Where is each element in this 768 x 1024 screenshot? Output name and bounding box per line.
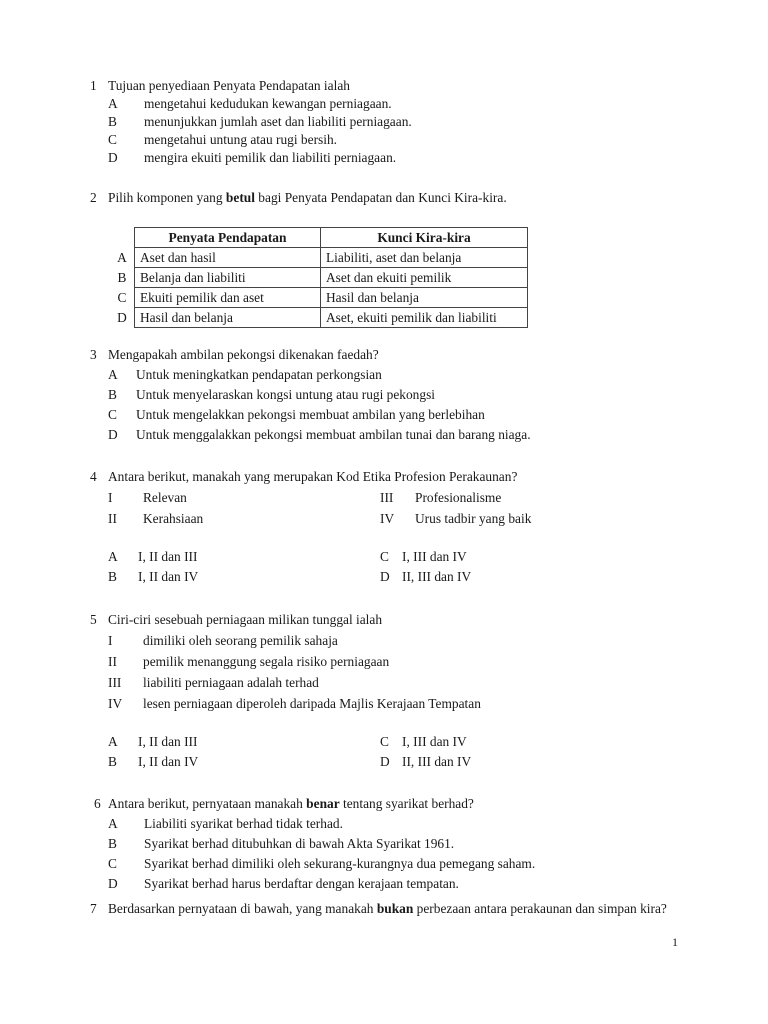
question-number: 5: [90, 612, 97, 627]
answer-letter: D: [380, 754, 390, 769]
stem-emphasis: bukan: [376, 901, 414, 916]
option-letter: C: [108, 856, 117, 871]
option-letter: C: [108, 132, 117, 147]
option-letter: B: [108, 387, 117, 402]
option-letter: B: [108, 836, 117, 851]
option-letter: A: [108, 367, 118, 382]
answer-row: [90, 733, 690, 750]
roman-numeral: II: [108, 654, 117, 669]
answer-letter: D: [380, 569, 390, 584]
option-text: mengira ekuiti pemilik dan liabiliti perniagaan.: [144, 150, 397, 165]
stem-text: bagi Penyata Pendapatan dan Kunci Kira-kira.: [254, 190, 507, 205]
option-a: [90, 95, 690, 112]
answer-text: I, III dan IV: [402, 549, 467, 564]
answer-text: I, II dan IV: [138, 569, 199, 584]
question-1: [90, 77, 690, 166]
roman-numeral: III: [380, 490, 394, 505]
statement-text: liabiliti perniagaan adalah terhad: [143, 675, 319, 690]
option-text: Syarikat berhad ditubuhkan di bawah Akta Syarikat 1961.: [144, 836, 455, 851]
statement-row: [90, 674, 690, 691]
option-b: [90, 113, 690, 130]
stem-text: Berdasarkan pernyataan di bawah, yang manakah: [108, 901, 377, 916]
question-2: [90, 189, 690, 206]
answer-text: I, II dan IV: [138, 754, 199, 769]
roman-numeral: I: [108, 633, 113, 648]
statement-text: pemilik menanggung segala risiko perniagaan: [143, 654, 390, 669]
table-cell: Hasil dan belanja: [321, 288, 528, 308]
question-stem: [108, 795, 690, 812]
statement-text: dimiliki oleh seorang pemilik sahaja: [143, 633, 338, 648]
option-letter: A: [108, 816, 118, 831]
stem-text: tentang syarikat berhad?: [339, 796, 474, 811]
option-b: [90, 386, 690, 403]
answer-letter: C: [380, 734, 389, 749]
question-stem: [108, 898, 690, 919]
statement-row: [90, 632, 690, 649]
answer-letter: B: [108, 569, 117, 584]
answer-text: I, III dan IV: [402, 734, 467, 749]
question-number: 6: [94, 796, 101, 811]
option-text: menunjukkan jumlah aset dan liabiliti perniagaan.: [144, 114, 412, 129]
question-6: [90, 795, 690, 892]
page-number: 1: [672, 935, 678, 949]
statement-text: Kerahsiaan: [143, 511, 204, 526]
stem-emphasis: betul: [225, 190, 255, 205]
answer-text: II, III dan IV: [402, 754, 472, 769]
answer-text: II, III dan IV: [402, 569, 472, 584]
roman-numeral: IV: [380, 511, 395, 526]
roman-numeral: I: [108, 490, 113, 505]
table-row: [110, 308, 528, 328]
table-cell: Liabiliti, aset dan belanja: [321, 248, 528, 268]
answer-letter: C: [380, 549, 389, 564]
question-3: [90, 346, 690, 443]
option-d: [90, 149, 690, 166]
row-letter: B: [117, 270, 127, 285]
statement-text: Profesionalisme: [415, 490, 502, 505]
question-stem: [108, 189, 690, 206]
answer-row: [90, 568, 690, 585]
option-c: [90, 131, 690, 148]
question-stem: Antara berikut, manakah yang merupakan Kod Etika Profesion Perakaunan?: [108, 469, 518, 484]
option-text: Untuk menggalakkan pekongsi membuat ambilan tunai dan barang niaga.: [136, 427, 531, 442]
option-text: Syarikat berhad harus berdaftar dengan kerajaan tempatan.: [144, 876, 459, 891]
statement-row: [90, 489, 690, 506]
option-c: [90, 406, 690, 423]
option-letter: D: [108, 876, 118, 891]
option-text: Untuk mengelakkan pekongsi membuat ambilan yang berlebihan: [136, 407, 485, 422]
option-c: [90, 855, 690, 872]
table-cell: Aset, ekuiti pemilik dan liabiliti: [321, 308, 528, 328]
roman-numeral: II: [108, 511, 117, 526]
roman-numeral: IV: [108, 696, 123, 711]
option-b: [90, 835, 690, 852]
option-text: mengetahui untung atau rugi bersih.: [144, 132, 338, 147]
option-text: mengetahui kedudukan kewangan perniagaan.: [144, 96, 392, 111]
question-number: 4: [90, 469, 97, 484]
answer-text: I, II dan III: [138, 734, 198, 749]
option-letter: B: [108, 114, 117, 129]
answer-letter: A: [108, 734, 118, 749]
statement-text: lesen perniagaan diperoleh daripada Majlis Kerajaan Tempatan: [143, 696, 481, 711]
option-text: Untuk meningkatkan pendapatan perkongsian: [136, 367, 382, 382]
statement-row: [90, 510, 690, 527]
answer-letter: B: [108, 754, 117, 769]
option-letter: C: [108, 407, 117, 422]
option-a: [90, 366, 690, 383]
option-text: Untuk menyelaraskan kongsi untung atau rugi pekongsi: [136, 387, 436, 402]
statement-row: [90, 653, 690, 670]
table-header-row: [110, 228, 528, 248]
table-row: [110, 288, 528, 308]
question-5: [90, 611, 690, 770]
option-text: Syarikat berhad dimiliki oleh sekurang-kurangnya dua pemegang saham.: [144, 856, 536, 871]
answer-text: I, II dan III: [138, 549, 198, 564]
question-number: 3: [90, 347, 97, 362]
option-letter: A: [108, 96, 118, 111]
option-letter: D: [108, 150, 118, 165]
question-stem: Tujuan penyediaan Penyata Pendapatan ialah: [108, 78, 350, 93]
answer-letter: A: [108, 549, 118, 564]
option-d: [90, 875, 690, 892]
question-stem: Mengapakah ambilan pekongsi dikenakan faedah?: [108, 347, 379, 362]
table-cell: Ekuiti pemilik dan aset: [135, 288, 321, 308]
question-number: 1: [90, 78, 97, 93]
row-letter: C: [117, 290, 127, 305]
stem-text: Pilih komponen yang: [108, 190, 226, 205]
column-header: Kunci Kira-kira: [321, 228, 528, 248]
table-cell: Aset dan ekuiti pemilik: [321, 268, 528, 288]
question-4: [90, 468, 690, 585]
statement-text: Relevan: [143, 490, 187, 505]
option-d: [90, 426, 690, 443]
table-cell: Aset dan hasil: [135, 248, 321, 268]
row-letter: D: [117, 310, 127, 325]
stem-text: Antara berikut, pernyataan manakah: [108, 796, 307, 811]
answer-row: [90, 753, 690, 770]
question-7: [90, 898, 690, 919]
stem-text: perbezaan antara perakaunan dan simpan kira?: [413, 901, 667, 916]
option-a: [90, 815, 690, 832]
column-header: Penyata Pendapatan: [135, 228, 321, 248]
question-number: 2: [90, 190, 97, 205]
table-cell: Belanja dan liabiliti: [135, 268, 321, 288]
option-text: Liabiliti syarikat berhad tidak terhad.: [144, 816, 343, 831]
question-stem: Ciri-ciri sesebuah perniagaan milikan tunggal ialah: [108, 612, 383, 627]
components-table: [110, 227, 528, 328]
roman-numeral: III: [108, 675, 122, 690]
stem-emphasis: benar: [306, 796, 340, 811]
statement-text: Urus tadbir yang baik: [415, 511, 532, 526]
table-row: [110, 268, 528, 288]
table-cell: Hasil dan belanja: [135, 308, 321, 328]
question-number: 7: [90, 901, 97, 916]
option-letter: D: [108, 427, 118, 442]
table-row: [110, 248, 528, 268]
row-letter: A: [117, 250, 127, 265]
answer-row: [90, 548, 690, 565]
statement-row: [90, 695, 690, 712]
